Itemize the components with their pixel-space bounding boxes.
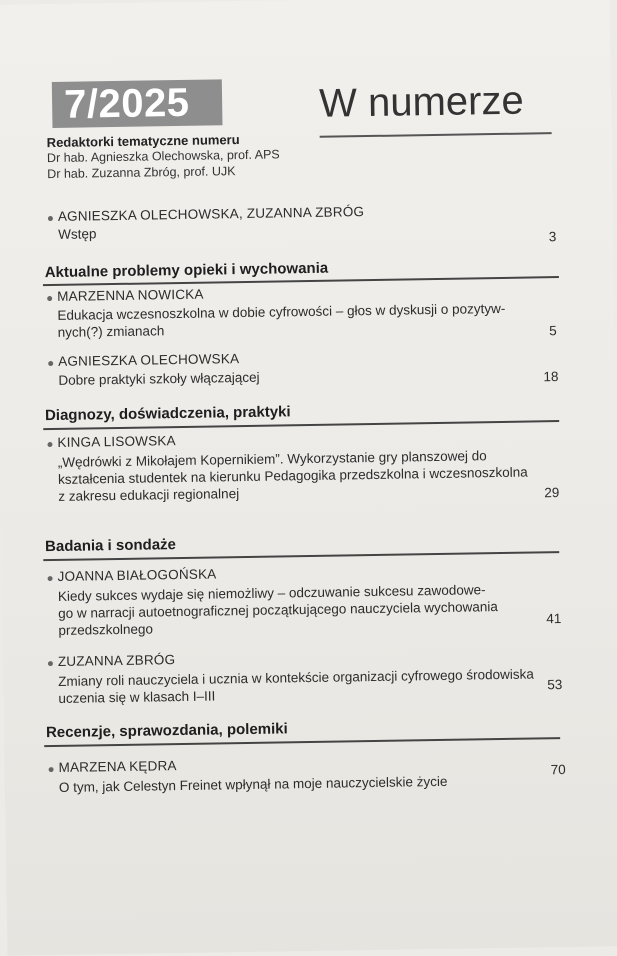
entry-page: 18 [543, 369, 559, 385]
entry-title-line: Zmiany roli nauczyciela i ucznia w kontekście organizacji cyfrowego środowiska [58, 666, 534, 689]
page-title: W numerze [318, 78, 524, 126]
entry-title-line: go w narracji autoetnograficznej początkującego nauczyciela wychowania [58, 599, 498, 621]
entry-title-line: Edukacja wczesnoszkolna w dobie cyfrowości – głos w dyskusji o pozytyw- [57, 300, 506, 323]
bullet-icon [47, 442, 52, 447]
entry-title-line: „Wędrówki z Mikołajem Kopernikiem”. Wykorzystanie gry planszowej do [57, 448, 487, 470]
entry-title-line: Kiedy sukces wydaje się niemożliwy – odczuwanie sukcesu zawodowe- [57, 582, 486, 604]
entry-page: 70 [550, 761, 566, 778]
entry-title-line: uczenia się w klasach I–III [58, 688, 216, 706]
entry-author: MARZENA KĘDRA [58, 758, 177, 775]
entry-title-line: nych(?) zmianach [57, 323, 165, 340]
editors-heading: Redaktorki tematyczne numeru [46, 132, 240, 151]
section-heading: Recenzje, sprawozdania, polemiki [45, 720, 288, 742]
bullet-icon [48, 661, 53, 666]
title-rule [320, 132, 552, 138]
entry-author: JOANNA BIAŁOGOŃSKA [57, 566, 217, 584]
section-heading: Diagnozy, doświadczenia, praktyki [44, 403, 291, 425]
entry-page: 5 [549, 323, 557, 339]
bullet-icon [47, 296, 52, 301]
bullet-icon [49, 767, 54, 772]
section-heading: Badania i sondaże [44, 536, 177, 556]
entry-author: MARZENNA NOWICKA [57, 286, 204, 304]
editor-line: Dr hab. Zuzanna Zbróg, prof. UJK [47, 164, 236, 182]
bullet-icon [48, 576, 53, 581]
entry-title-line: kształcenia studentek na kierunku Pedagogika przedszkolna i wczesnoszkolna [57, 464, 528, 487]
entry-title-line: O tym, jak Celestyn Freinet wpłynął na moje nauczycielskie życie [58, 773, 448, 795]
bullet-icon [48, 216, 53, 221]
section-heading: Aktualne problemy opieki i wychowania [44, 259, 329, 282]
entry-author: KINGA LISOWSKA [57, 433, 176, 450]
entry-title-line: Dobre praktyki szkoły włączającej [58, 369, 260, 388]
entry-page: 3 [548, 229, 557, 245]
entry-page: 41 [546, 611, 562, 627]
entry-title-line: z zakresu edukacji regionalnej [58, 486, 240, 504]
issue-number: 7/2025 [63, 80, 190, 127]
editor-line: Dr hab. Agnieszka Olechowska, prof. APS [46, 147, 280, 166]
entry-title-line: przedszkolnego [58, 621, 154, 638]
entry-page: 53 [547, 677, 563, 693]
entry-author: AGNIESZKA OLECHOWSKA [58, 351, 240, 369]
entry-page: 29 [544, 485, 560, 501]
bullet-icon [48, 361, 53, 366]
entry-author: ZUZANNA ZBRÓG [57, 652, 176, 669]
entry-author: AGNIESZKA OLECHOWSKA, ZUZANNA ZBRÓG [57, 204, 365, 224]
entry-title: Wstęp [58, 226, 97, 242]
